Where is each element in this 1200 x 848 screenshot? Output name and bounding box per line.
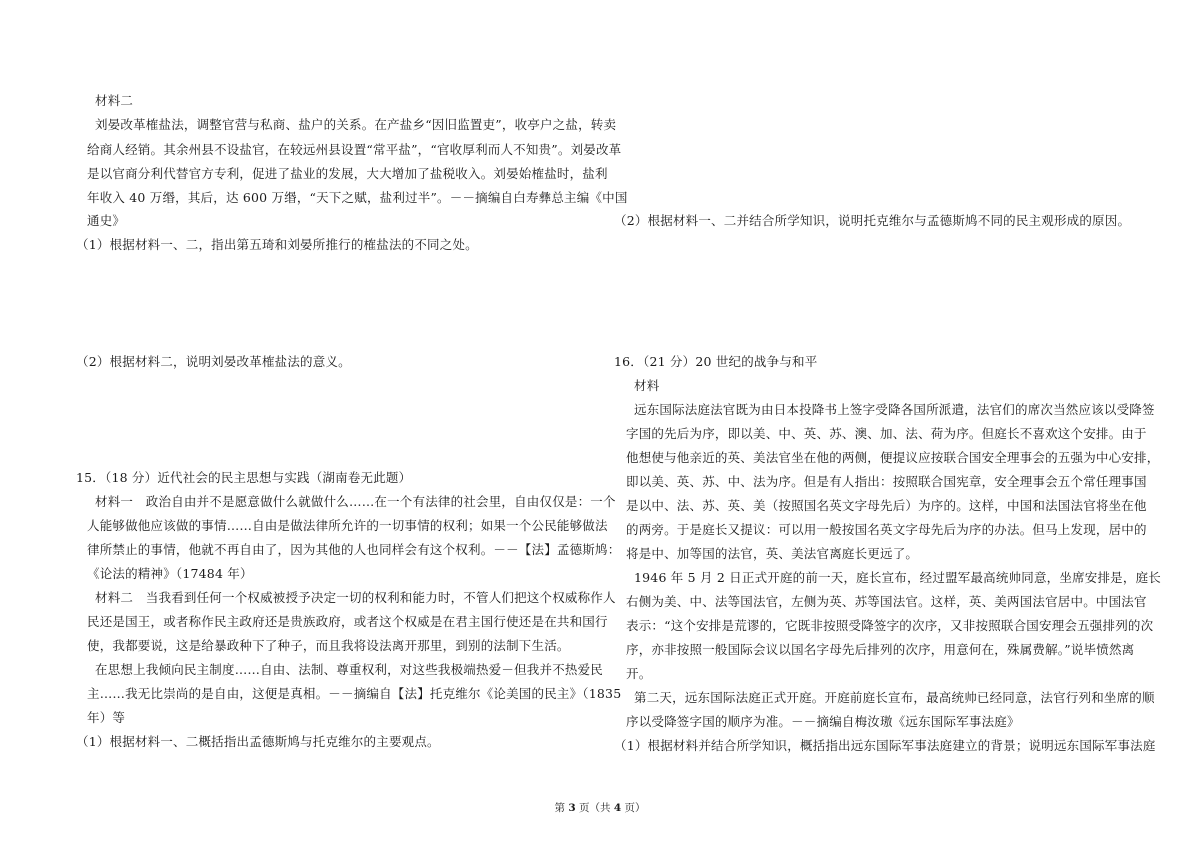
q16-paragraph-2-line: 开。 (626, 666, 652, 681)
q16-paragraph-1-line: 他想使与他亲近的英、美法官坐在他的两侧，便提议应按联合国安全理事会的五强为中心安排， (626, 450, 1160, 465)
q15-material-2-line: 在思想上我倾向民主制度……自由、法制、尊重权利，对这些我极端热爱－但我并不热爱民 (95, 662, 604, 677)
q16-paragraph-2-line: 1946 年 5 月 2 日正式开庭的前一天，庭长宣布，经过盟军最高统帅同意，坐席安排是，庭长 (634, 570, 1161, 585)
q15-material-2-line: 民还是国王，或者称作民主政府还是贵族政府，或者这个权威是在君主国行使还是在共和国行 (87, 614, 608, 629)
q15-material-1-line: 材料一 政治自由并不是愿意做什么就做什么……在一个有法律的社会里，自由仅仅是：一个 (95, 494, 616, 509)
q16-paragraph-1-line: 将是中、加等国的法官，英、美法官离庭长更远了。 (626, 546, 919, 561)
footer-prefix: 第 (554, 802, 569, 814)
question-15-1: （1）根据材料一、二概括指出孟德斯鸠与托克维尔的主要观点。 (76, 734, 440, 749)
page-footer (0, 801, 1200, 815)
q16-paragraph-3-line: 序以受降签字国的顺序为准。－－摘编自梅汝璈《远东国际军事法庭》 (626, 714, 1020, 729)
q15-material-2-line: 年）等 (87, 710, 126, 725)
q15-material-1-line: 《论法的精神》（17484 年） (87, 566, 253, 581)
q16-paragraph-3-line: 第二天，远东国际法庭正式开庭。开庭前庭长宣布，最高统帅已经同意，法官行列和坐席的顺 (634, 690, 1155, 705)
question-16-header: 16．（21 分）20 世纪的战争与和平 (614, 354, 818, 369)
question-14-1: （1）根据材料一、二，指出第五琦和刘晏所推行的榷盐法的不同之处。 (76, 237, 478, 252)
footer-middle: 页（共 (575, 802, 614, 814)
question-15-header: 15．（18 分）近代社会的民主思想与实践（湖南卷无此题） (76, 470, 412, 485)
material-2-line: 通史》 (87, 213, 126, 228)
q16-paragraph-2-line: 序，亦非按照一般国际会议以国名字母先后排列的次序，用意何在，殊属费解。”说毕愤然离 (626, 642, 1135, 657)
question-16-1: （1）根据材料并结合所学知识，概括指出远东国际军事法庭建立的背景；说明远东国际军事法庭 (614, 738, 1156, 753)
q15-material-1-line: 律所禁止的事情，他就不再自由了，因为其他的人也同样会有这个权利。－－【法】孟德斯鸠： (87, 542, 621, 557)
material-2-title: 材料二 (95, 93, 134, 108)
q15-material-1-line: 人能够做他应该做的事情……自由是做法律所允许的一切事情的权利；如果一个公民能够做法 (87, 518, 608, 533)
material-2-line: 年收入 40 万缗，其后，达 600 万缗，“天下之赋，盐利过半”。－－摘编自白寿彝总主编《中国 (87, 190, 628, 205)
q16-paragraph-2-line: 右侧为美、中、法等国法官，左侧为英、苏等国法官。这样，英、美两国法官居中。中国法官 (626, 594, 1147, 609)
q16-material-label: 材料 (634, 378, 660, 393)
q15-material-2-line: 主……我无比崇尚的是自由，这便是真相。－－摘编自【法】托克维尔《论美国的民主》（1835 (87, 686, 622, 701)
q16-paragraph-1-line: 即以美、英、苏、中、法为序。但是有人指出：按照联合国宪章，安全理事会五个常任理事国 (626, 474, 1147, 489)
q15-material-2-line: 使，我都要说，这是给暴政种下了种子，而且我将设法离开那里，到别的法制下生活。 (87, 638, 570, 653)
material-2-line: 给商人经销。其余州县不设盐官，在较远州县设置“常平盐”，“官收厚利而人不知贵”。刘晏改革 (87, 142, 622, 157)
material-2-line: 刘晏改革榷盐法，调整官营与私商、盐户的关系。在产盐乡“因旧监置吏”，收亭户之盐，转卖 (95, 117, 617, 132)
q15-material-2-line: 材料二 当我看到任何一个权威被授予决定一切的权利和能力时，不管人们把这个权威称作人 (95, 590, 616, 605)
footer-suffix: 页） (621, 802, 646, 814)
q16-paragraph-1-line: 的两旁。于是庭长又提议：可以用一般按国名英文字母先后为序的办法。但马上发现，居中的 (626, 522, 1147, 537)
q16-paragraph-1-line: 远东国际法庭法官既为由日本投降书上签字受降各国所派遣，法官们的席次当然应该以受降签 (634, 402, 1155, 417)
q16-paragraph-1-line: 是以中、法、苏、英、美（按照国名英文字母先后）为序的。这样，中国和法国法官将坐在他 (626, 498, 1147, 513)
q16-paragraph-1-line: 字国的先后为序，即以美、中、英、苏、澳、加、法、荷为序。但庭长不喜欢这个安排。由于 (626, 426, 1147, 441)
material-2-line: 是以官商分利代替官方专利，促进了盐业的发展，大大增加了盐税收入。刘晏始榷盐时，盐利 (87, 166, 608, 181)
page-number: 3 (568, 802, 576, 814)
q16-paragraph-2-line: 表示：“这个安排是荒谬的，它既非按照受降签字的次序，又非按照联合国安理会五强排列的次 (626, 618, 1154, 633)
page-total: 4 (613, 802, 622, 814)
question-14-2: （2）根据材料二，说明刘晏改革榷盐法的意义。 (76, 354, 351, 369)
question-15-2: （2）根据材料一、二并结合所学知识，说明托克维尔与孟德斯鸠不同的民主观形成的原因。 (614, 213, 1131, 228)
